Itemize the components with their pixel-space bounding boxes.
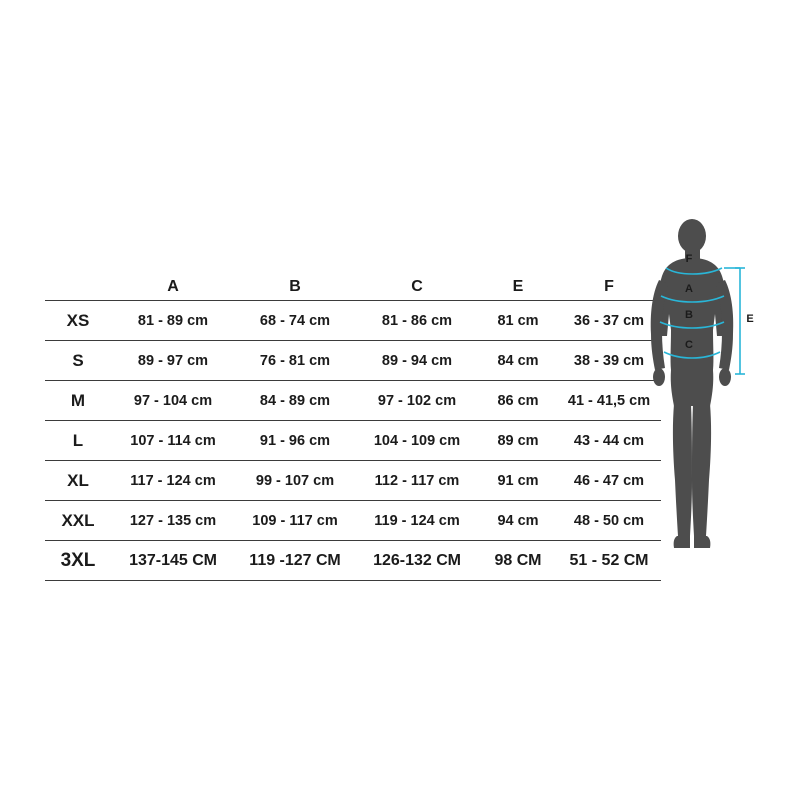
cell-a: 127 - 135 cm bbox=[129, 512, 217, 529]
cell-f: 38 - 39 cm bbox=[573, 352, 645, 369]
cell-e: 98 СМ bbox=[494, 551, 542, 569]
table-row bbox=[45, 541, 661, 581]
cell-e: 94 cm bbox=[497, 512, 539, 529]
cell-c: 104 - 109 cm bbox=[373, 432, 461, 449]
cell-f: 46 - 47 cm bbox=[573, 472, 645, 489]
label-e: E bbox=[746, 313, 754, 325]
cell-b: 109 - 117 cm bbox=[252, 512, 338, 529]
label-f: F bbox=[685, 253, 693, 265]
cell-c: 81 - 86 cm bbox=[381, 312, 453, 329]
row-size-label: L bbox=[72, 430, 84, 450]
table-header-row bbox=[45, 258, 661, 301]
column-header-c: C bbox=[411, 278, 423, 295]
size-table-head bbox=[45, 258, 661, 301]
table-row bbox=[45, 421, 661, 461]
table-row bbox=[45, 461, 661, 501]
table-row bbox=[45, 341, 661, 381]
column-header-size bbox=[45, 258, 111, 301]
cell-a: 137-145 СМ bbox=[129, 551, 217, 569]
cell-f: 41 - 41,5 cm bbox=[567, 392, 651, 409]
cell-c: 89 - 94 cm bbox=[381, 352, 453, 369]
cell-e: 84 cm bbox=[497, 352, 539, 369]
label-c: C bbox=[685, 339, 693, 351]
cell-e: 89 cm bbox=[497, 432, 539, 449]
cell-b: 91 - 96 cm bbox=[259, 432, 331, 449]
cell-a: 107 - 114 cm bbox=[130, 432, 216, 449]
cell-e: 81 cm bbox=[497, 312, 539, 329]
column-header-f: F bbox=[604, 278, 614, 295]
cell-f: 36 - 37 cm bbox=[573, 312, 645, 329]
cell-e: 91 cm bbox=[497, 472, 539, 489]
row-size-label: XL bbox=[67, 470, 89, 490]
column-header-e: E bbox=[512, 278, 524, 295]
body-measurement-figure bbox=[640, 218, 790, 578]
size-table bbox=[45, 258, 661, 581]
label-a: A bbox=[685, 283, 693, 295]
size-table-body bbox=[45, 301, 661, 581]
column-header-b: B bbox=[289, 278, 301, 295]
cell-b: 68 - 74 cm bbox=[259, 312, 331, 329]
cell-b: 119 -127 СМ bbox=[249, 551, 341, 569]
row-size-label: S bbox=[72, 350, 84, 370]
cell-e: 86 cm bbox=[497, 392, 539, 409]
cell-f: 51 - 52 СМ bbox=[569, 551, 649, 569]
cell-a: 89 - 97 cm bbox=[137, 352, 209, 369]
row-size-label: XXL bbox=[61, 510, 95, 530]
cell-a: 117 - 124 cm bbox=[130, 472, 216, 489]
cell-a: 97 - 104 cm bbox=[133, 392, 213, 409]
cell-a: 81 - 89 cm bbox=[137, 312, 209, 329]
row-size-label: M bbox=[70, 390, 86, 410]
cell-c: 112 - 117 cm bbox=[374, 472, 460, 489]
table-row bbox=[45, 301, 661, 341]
column-header-a: A bbox=[167, 278, 179, 295]
cell-c: 97 - 102 cm bbox=[377, 392, 457, 409]
row-size-label: 3XL bbox=[60, 549, 96, 571]
table-row bbox=[45, 501, 661, 541]
cell-b: 99 - 107 cm bbox=[255, 472, 335, 489]
cell-b: 84 - 89 cm bbox=[259, 392, 331, 409]
size-table-container bbox=[45, 258, 651, 581]
cell-c: 119 - 124 cm bbox=[374, 512, 460, 529]
cell-b: 76 - 81 cm bbox=[259, 352, 331, 369]
cell-f: 43 - 44 cm bbox=[573, 432, 645, 449]
cell-c: 126-132 СМ bbox=[373, 551, 461, 569]
row-size-label: XS bbox=[66, 310, 90, 330]
table-row bbox=[45, 381, 661, 421]
cell-f: 48 - 50 cm bbox=[573, 512, 645, 529]
label-b: B bbox=[685, 309, 693, 321]
